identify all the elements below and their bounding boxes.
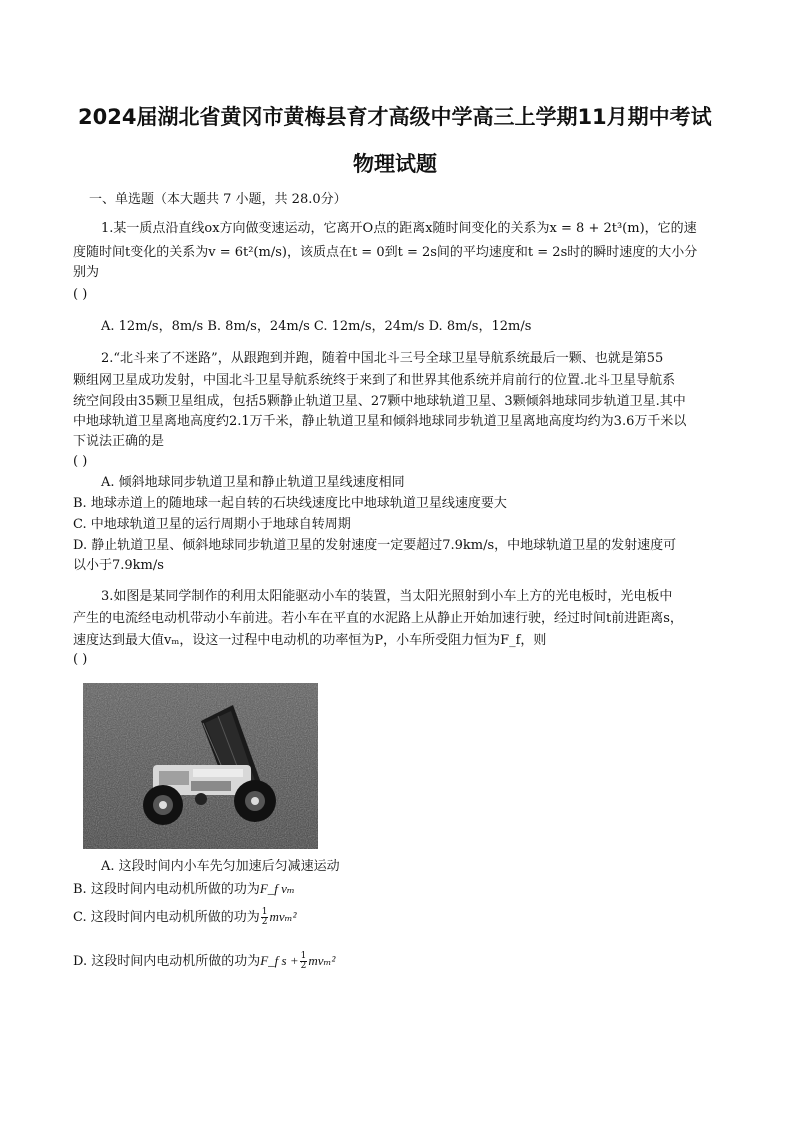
q2-option-c: C. 中地球轨道卫星的运行周期小于地球自转周期 [73, 517, 351, 532]
q3-line1: 3.如图是某同学制作的利用太阳能驱动小车的装置，当太阳光照射到小车上方的光电板时，光电板中 [101, 589, 673, 604]
q3-option-a: A. 这段时间内小车先匀加速后匀减速运动 [101, 859, 340, 874]
fraction-numerator: 1 [261, 907, 268, 917]
document-title: 2024届湖北省黄冈市黄梅县育才高级中学高三上学期11月期中考试 [78, 105, 712, 129]
q3-option-b-text: B. 这段时间内电动机所做的功为 [73, 882, 260, 897]
q1-options: A. 12m/s，8m/s B. 8m/s，24m/s C. 12m/s，24m/s D. 8m/s，12m/s [101, 319, 532, 334]
q3-option-d-formula-part1: F_f s + [260, 953, 299, 968]
q3-option-c-text: C. 这段时间内电动机所做的功为 [73, 910, 260, 925]
q2-option-a: A. 倾斜地球同步轨道卫星和静止轨道卫星线速度相同 [101, 475, 405, 490]
q1-line1: 1.某一质点沿直线ox方向做变速运动，它离开O点的距离x随时间变化的关系为x = 8 + 2t³(m)，它的速 [101, 221, 697, 236]
q3-option-c-formula: mvₘ² [269, 909, 297, 924]
q1-line3: 别为 [73, 265, 100, 280]
fraction-denominator: 2 [300, 961, 307, 971]
q2-line4: 中地球轨道卫星离地高度约2.1万千米，静止轨道卫星和倾斜地球同步轨道卫星离地高度均约为3.6万千米以 [73, 414, 687, 429]
q2-line2: 颗组网卫星成功发射，中国北斗卫星导航系统终于来到了和世界其他系统并肩前行的位置.北斗卫星导航系 [73, 373, 676, 388]
fraction-denominator: 2 [261, 917, 268, 927]
q3-option-d-text: D. 这段时间内电动机所做的功为 [73, 954, 261, 969]
q3-option-d [73, 952, 335, 971]
q2-option-d-line1: D. 静止轨道卫星、倾斜地球同步轨道卫星的发射速度一定要超过7.9km/s，中地球轨道卫星的发射速度可 [73, 538, 677, 553]
q2-line1: 2.“北斗来了不迷路”，从跟跑到并跑，随着中国北斗三号全球卫星导航系统最后一颗、也就是第55 [101, 351, 664, 366]
q2-option-d-line2: 以小于7.9km/s [73, 558, 164, 573]
q3-option-c [73, 908, 297, 927]
fraction-one-half [261, 908, 269, 927]
q2-line3: 统空间段由35颗卫星组成，包括5颗静止轨道卫星、27颗中地球轨道卫星、3颗倾斜地球同步轨道卫星.其中 [73, 394, 686, 409]
fraction-one-half [300, 952, 308, 971]
q2-option-b: B. 地球赤道上的随地球一起自转的石块线速度比中地球轨道卫星线速度要大 [73, 496, 507, 511]
q3-option-d-formula-part2: mvₘ² [308, 953, 336, 968]
q2-line5: 下说法正确的是 [73, 434, 165, 449]
fraction-numerator: 1 [300, 951, 307, 961]
q3-option-b [73, 880, 295, 899]
q3-line3: 速度达到最大值vₘ，设这一过程中电动机的功率恒为P，小车所受阻力恒为F_f，则 [73, 633, 547, 648]
q1-answer-blank: ( ) [73, 287, 88, 302]
q2-answer-blank: ( ) [73, 454, 88, 469]
q3-line2: 产生的电流经电动机带动小车前进。若小车在平直的水泥路上从静止开始加速行驶，经过时间t前进距离s， [73, 611, 683, 626]
section-heading: 一、单选题（本大题共 7 小题，共 28.0分） [89, 192, 347, 207]
document-subtitle: 物理试题 [353, 152, 437, 176]
solar-car-photo [83, 683, 318, 849]
q1-line2: 度随时间t变化的关系为v = 6t²(m/s)，该质点在t = 0到t = 2s间的平均速度和t = 2s时的瞬时速度的大小分 [73, 245, 698, 260]
q3-answer-blank: ( ) [73, 652, 88, 667]
q3-option-b-formula: F_f vₘ [259, 881, 295, 896]
